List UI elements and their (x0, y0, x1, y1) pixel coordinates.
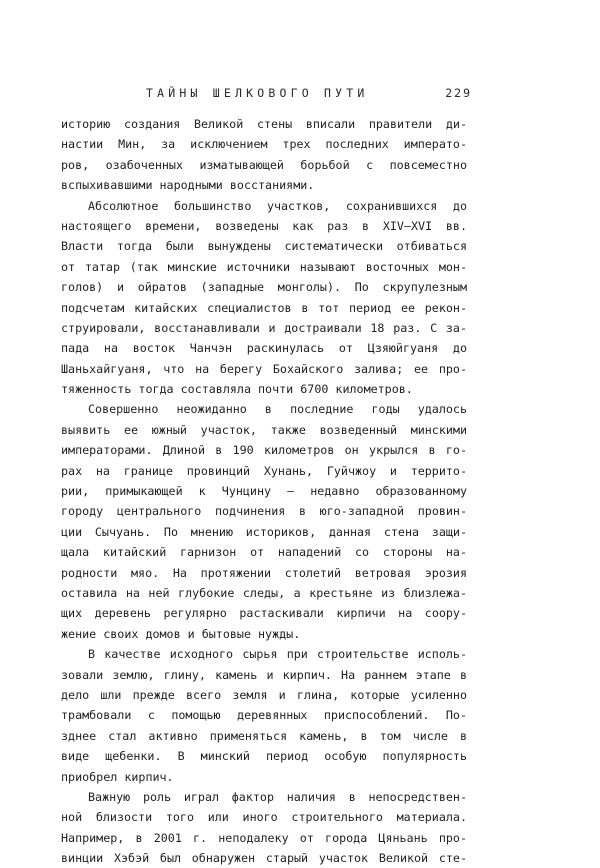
body-text (61, 114, 467, 868)
text-line: винции Хэбэй был обнаружен старый участок Великой сте- (61, 851, 467, 866)
text-line: родности мяо. На протяжении столетий ветровая эрозия (61, 565, 467, 580)
text-line: оставила на ней глубокие следы, а крестьяне из близлежа- (61, 585, 467, 600)
text-line: вспыхивавшими народными восстаниями. (61, 178, 315, 193)
text-line: ров, озабоченных изматывающей борьбой с повсеместно (61, 157, 467, 172)
running-head (146, 86, 472, 104)
text-line: рии, примыкающей к Чунцину — недавно образованному (61, 484, 467, 499)
text-line: тяженность тогда составляла почти 6700 километров. (61, 382, 413, 397)
text-line: Шаньхайгуаня, что на берегу Бохайского залива; ее про- (61, 361, 467, 376)
page-number: 229 (445, 86, 472, 100)
text-line: Важную роль играл фактор наличия в непосредствен- (88, 789, 467, 804)
text-line: настии Мин, за исключением трех последних императо- (61, 137, 467, 152)
text-line: приобрел кирпич. (61, 769, 174, 784)
text-line: историю создания Великой стены вписали правители ди- (61, 117, 467, 131)
text-line: от татар (так минские источники называют восточных мон- (61, 259, 467, 274)
text-line: настоящего времени, возведены как раз в XIV—XVI вв. (61, 218, 467, 233)
text-line: подсчетам китайских специалистов в тот период ее рекон- (61, 300, 467, 315)
running-title: ТАЙНЫ ШЕЛКОВОГО ПУТИ (146, 86, 369, 100)
text-line: Совершенно неожиданно в последние годы удалось (88, 402, 467, 417)
text-line: пада на восток Чанчэн раскинулась от Цзяюйгуаня до (61, 341, 467, 356)
text-line: голов) и ойратов (западные монголы). По скрупулезным (61, 280, 467, 295)
text-line: В качестве исходного сырья при строительстве исполь- (88, 647, 467, 662)
text-line: выявить ее южный участок, также возведенный минскими (61, 422, 467, 437)
text-line: дело шли прежде всего земля и глина, которые усиленно (61, 687, 467, 702)
text-line: виде щебенки. В минский период особую популярность (61, 749, 467, 764)
text-line: Абсолютное большинство участков, сохранившихся до (88, 198, 467, 213)
text-line: императорами. Длиной в 190 километров он укрылся в го- (61, 443, 467, 458)
text-line: Например, в 2001 г. неподалеку от города Цяньань про- (61, 830, 467, 845)
text-line: трамбовали с помощью деревянных приспособлений. По- (61, 708, 467, 723)
text-line: струировали, восстанавливали и достраивали 18 раз. С за- (61, 320, 467, 335)
text-line: зовали землю, глину, камень и кирпич. На раннем этапе в (61, 667, 467, 682)
text-line: зднее стал активно применяться камень, в том числе в (61, 728, 467, 743)
text-line: щала китайский гарнизон от нападений со стороны на- (61, 545, 467, 560)
text-line: городу центрального подчинения в юго-западной провин- (61, 504, 467, 519)
text-line: ции Сычуань. По мнению историков, данная стена защи- (61, 524, 467, 539)
text-line: ной близости того или иного строительного материала. (61, 810, 467, 825)
text-line: Власти тогда были вынуждены систематически отбиваться (61, 239, 467, 254)
text-line: щих деревень регулярно растаскивали кирпичи на соору- (61, 606, 467, 621)
text-line: жение своих домов и бытовые нужды. (61, 626, 301, 641)
text-line: рах на границе провинций Хунань, Гуйчжоу и террито- (61, 463, 467, 478)
